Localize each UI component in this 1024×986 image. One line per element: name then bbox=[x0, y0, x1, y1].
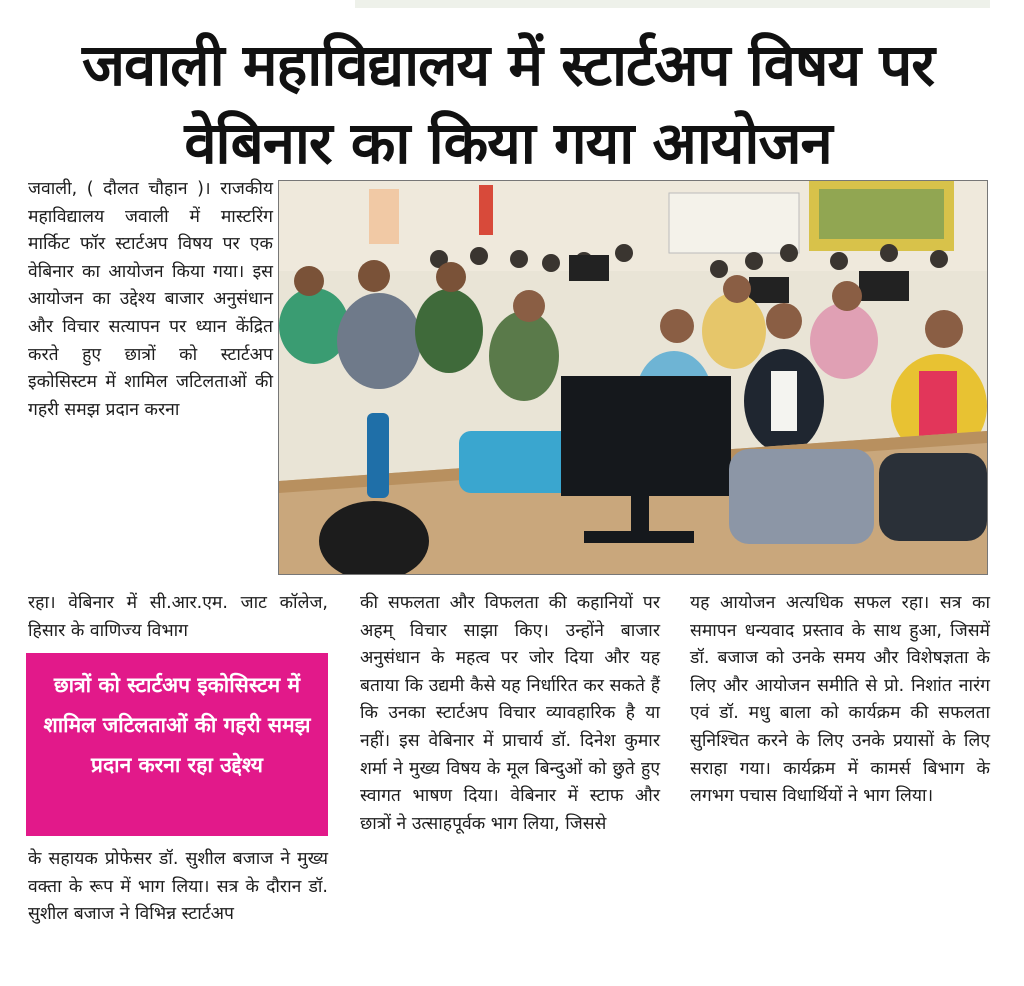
top-strip bbox=[355, 0, 990, 8]
event-photo bbox=[278, 180, 988, 575]
article-column-2: की सफलता और विफलता की कहानियों पर अहम् विचार साझा किए। उन्होंने बाजार अनुसंधान के महत्व पर जोर दिया और यह बताया कि उद्यमी कैसे यह निर्धारित कर सकते हैं कि उनका स्टार्टअप विचार व्यावहारिक है या नहीं। इस वेबिनार में प्राचार्य डॉ. दिनेश कुमार शर्मा ने मुख्य विषय के मूल बिन्दुओं को छुते हुए स्वागत भाषण दिया। वेबिनार में स्टाफ और छात्रों ने उत्साहपूर्वक भाग लिया, जिससे bbox=[360, 593, 660, 834]
article-column-1-mid: रहा। वेबिनार में सी.आर.एम. जाट कॉलेज, हिसार के वाणिज्य विभाग bbox=[28, 593, 328, 641]
article-column-1-top: जवाली, ( दौलत चौहान )। राजकीय महाविद्यालय जवाली में मास्टरिंग मार्किट फॉर स्टार्टअप विषय पर एक वेबिनार का आयोजन किया गया। इस आयोजन का उद्देश्य बाजार अनुसंधान और विचार सत्यापन पर ध्यान केंद्रित करते हुए छात्रों को स्टार्टअप इकोसिस्टम में शामिल जटिलताओं की गहरी समझ प्रदान करना bbox=[28, 179, 273, 420]
pull-quote: छात्रों को स्टार्टअप इकोसिस्टम में शामिल जटिलताओं की गहरी समझ प्रदान करना रहा उद्देश्य bbox=[26, 653, 328, 836]
article-column-3: यह आयोजन अत्यधिक सफल रहा। सत्र का समापन धन्यवाद प्रस्ताव के साथ हुआ, जिसमें डॉ. बजाज को उनके समय और विशेषज्ञता के लिए और आयोजन समीति से प्रो. निशांत नारंग एवं डॉ. मधु बाला को कार्यक्रम की सफलता सुनिश्चित करने के लिए उनके प्रयासों के लिए सराहा गया। कार्यक्रम में कामर्स बिभाग के लगभग पचास विधार्थियों ने भाग लिया। bbox=[690, 593, 990, 807]
article-column-1-bottom: के सहायक प्रोफेसर डॉ. सुशील बजाज ने मुख्य वक्ता के रूप में भाग लिया। सत्र के दौरान डॉ. सुशील बजाज ने विभिन्न स्टार्टअप bbox=[28, 849, 328, 925]
headline: जवाली महाविद्यालय में स्टार्टअप विषय पर वेबिनार का किया गया आयोजन bbox=[81, 31, 934, 177]
